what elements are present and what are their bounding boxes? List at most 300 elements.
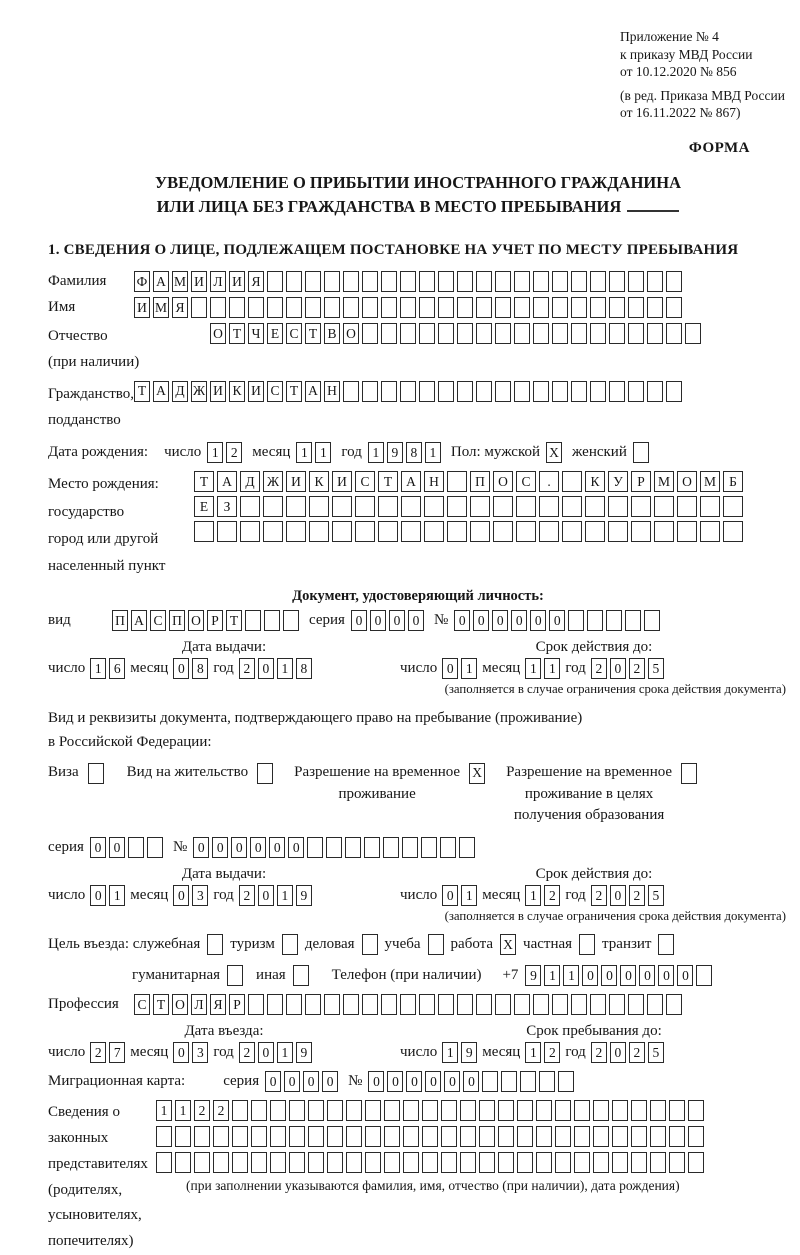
char-cell[interactable] bbox=[88, 763, 104, 784]
char-cell[interactable] bbox=[419, 323, 435, 344]
char-cell[interactable] bbox=[669, 1100, 685, 1121]
char-cell[interactable] bbox=[631, 496, 651, 517]
char-cell[interactable] bbox=[460, 1126, 476, 1147]
char-cell[interactable] bbox=[381, 994, 397, 1015]
surname-input[interactable] bbox=[134, 271, 682, 292]
char-cell[interactable] bbox=[517, 1100, 533, 1121]
char-cell[interactable]: 0 bbox=[288, 837, 304, 858]
char-cell[interactable] bbox=[552, 381, 568, 402]
char-cell[interactable]: 0 bbox=[582, 965, 598, 986]
char-cell[interactable]: Т bbox=[305, 323, 321, 344]
char-cell[interactable] bbox=[400, 381, 416, 402]
char-cell[interactable]: 8 bbox=[192, 658, 208, 679]
char-cell[interactable] bbox=[128, 837, 144, 858]
char-cell[interactable]: А bbox=[305, 381, 321, 402]
char-cell[interactable] bbox=[345, 837, 361, 858]
char-cell[interactable] bbox=[723, 521, 743, 542]
char-cell[interactable] bbox=[400, 323, 416, 344]
char-cell[interactable] bbox=[286, 271, 302, 292]
char-cell[interactable]: 5 bbox=[648, 885, 664, 906]
stay-month-input[interactable] bbox=[525, 1042, 560, 1063]
char-cell[interactable]: В bbox=[324, 323, 340, 344]
char-cell[interactable]: 0 bbox=[322, 1071, 338, 1092]
char-cell[interactable] bbox=[562, 496, 582, 517]
char-cell[interactable] bbox=[493, 521, 513, 542]
char-cell[interactable]: 9 bbox=[296, 885, 312, 906]
char-cell[interactable]: 0 bbox=[442, 885, 458, 906]
char-cell[interactable]: 0 bbox=[511, 610, 527, 631]
char-cell[interactable] bbox=[384, 1100, 400, 1121]
char-cell[interactable] bbox=[495, 994, 511, 1015]
char-cell[interactable] bbox=[355, 521, 375, 542]
doc-issue-day-input[interactable] bbox=[90, 658, 125, 679]
char-cell[interactable]: Я bbox=[248, 271, 264, 292]
char-cell[interactable] bbox=[251, 1126, 267, 1147]
char-cell[interactable] bbox=[362, 271, 378, 292]
char-cell[interactable]: 0 bbox=[265, 1071, 281, 1092]
char-cell[interactable] bbox=[293, 965, 309, 986]
char-cell[interactable]: Б bbox=[723, 471, 743, 492]
char-cell[interactable] bbox=[562, 471, 582, 492]
char-cell[interactable] bbox=[240, 496, 260, 517]
char-cell[interactable]: 9 bbox=[461, 1042, 477, 1063]
char-cell[interactable]: Д bbox=[172, 381, 188, 402]
char-cell[interactable]: 1 bbox=[563, 965, 579, 986]
char-cell[interactable]: О bbox=[172, 994, 188, 1015]
char-cell[interactable] bbox=[585, 496, 605, 517]
char-cell[interactable] bbox=[457, 271, 473, 292]
char-cell[interactable]: 0 bbox=[212, 837, 228, 858]
char-cell[interactable]: 2 bbox=[90, 1042, 106, 1063]
char-cell[interactable] bbox=[482, 1071, 498, 1092]
char-cell[interactable] bbox=[654, 496, 674, 517]
char-cell[interactable] bbox=[514, 994, 530, 1015]
char-cell[interactable] bbox=[267, 994, 283, 1015]
char-cell[interactable] bbox=[289, 1126, 305, 1147]
char-cell[interactable] bbox=[364, 837, 380, 858]
char-cell[interactable] bbox=[685, 323, 701, 344]
char-cell[interactable]: 1 bbox=[296, 442, 312, 463]
char-cell[interactable]: А bbox=[153, 271, 169, 292]
char-cell[interactable] bbox=[647, 323, 663, 344]
char-cell[interactable]: С bbox=[150, 610, 166, 631]
char-cell[interactable] bbox=[232, 1126, 248, 1147]
char-cell[interactable]: 9 bbox=[525, 965, 541, 986]
char-cell[interactable] bbox=[309, 496, 329, 517]
birth-place-line3-input[interactable] bbox=[194, 521, 743, 542]
char-cell[interactable]: 2 bbox=[194, 1100, 210, 1121]
char-cell[interactable] bbox=[628, 297, 644, 318]
char-cell[interactable] bbox=[677, 496, 697, 517]
char-cell[interactable] bbox=[424, 521, 444, 542]
char-cell[interactable]: Ч bbox=[248, 323, 264, 344]
doc-number-input[interactable] bbox=[454, 610, 660, 631]
char-cell[interactable] bbox=[514, 297, 530, 318]
char-cell[interactable] bbox=[263, 496, 283, 517]
char-cell[interactable]: 2 bbox=[544, 885, 560, 906]
char-cell[interactable] bbox=[609, 381, 625, 402]
char-cell[interactable]: 0 bbox=[269, 837, 285, 858]
char-cell[interactable] bbox=[419, 271, 435, 292]
char-cell[interactable] bbox=[650, 1100, 666, 1121]
char-cell[interactable]: Т bbox=[229, 323, 245, 344]
char-cell[interactable]: С bbox=[516, 471, 536, 492]
char-cell[interactable] bbox=[644, 610, 660, 631]
char-cell[interactable]: Ф bbox=[134, 271, 150, 292]
char-cell[interactable]: П bbox=[470, 471, 490, 492]
char-cell[interactable]: Ж bbox=[263, 471, 283, 492]
char-cell[interactable]: П bbox=[112, 610, 128, 631]
char-cell[interactable] bbox=[343, 994, 359, 1015]
char-cell[interactable] bbox=[381, 381, 397, 402]
char-cell[interactable] bbox=[447, 471, 467, 492]
char-cell[interactable] bbox=[516, 496, 536, 517]
char-cell[interactable] bbox=[628, 994, 644, 1015]
purpose-study-checkbox[interactable] bbox=[428, 934, 444, 955]
char-cell[interactable]: Т bbox=[226, 610, 242, 631]
char-cell[interactable] bbox=[438, 297, 454, 318]
char-cell[interactable]: 1 bbox=[525, 658, 541, 679]
char-cell[interactable] bbox=[633, 442, 649, 463]
char-cell[interactable]: 0 bbox=[173, 1042, 189, 1063]
char-cell[interactable] bbox=[438, 381, 454, 402]
char-cell[interactable]: 0 bbox=[549, 610, 565, 631]
char-cell[interactable]: Д bbox=[240, 471, 260, 492]
char-cell[interactable]: 3 bbox=[192, 1042, 208, 1063]
char-cell[interactable]: 0 bbox=[284, 1071, 300, 1092]
char-cell[interactable] bbox=[476, 271, 492, 292]
char-cell[interactable] bbox=[403, 1126, 419, 1147]
char-cell[interactable] bbox=[264, 610, 280, 631]
char-cell[interactable]: 0 bbox=[473, 610, 489, 631]
sex-female-checkbox[interactable] bbox=[633, 442, 649, 463]
stay-year-input[interactable] bbox=[591, 1042, 664, 1063]
char-cell[interactable]: И bbox=[332, 471, 352, 492]
char-cell[interactable]: 2 bbox=[629, 885, 645, 906]
char-cell[interactable]: 2 bbox=[591, 885, 607, 906]
char-cell[interactable]: М bbox=[153, 297, 169, 318]
representatives-line1-input[interactable] bbox=[156, 1100, 704, 1121]
doc-valid-day-input[interactable] bbox=[442, 658, 477, 679]
char-cell[interactable] bbox=[658, 934, 674, 955]
char-cell[interactable] bbox=[419, 381, 435, 402]
char-cell[interactable] bbox=[587, 610, 603, 631]
char-cell[interactable] bbox=[552, 271, 568, 292]
char-cell[interactable] bbox=[700, 496, 720, 517]
char-cell[interactable] bbox=[495, 323, 511, 344]
char-cell[interactable] bbox=[257, 763, 273, 784]
char-cell[interactable] bbox=[476, 994, 492, 1015]
char-cell[interactable] bbox=[229, 297, 245, 318]
char-cell[interactable] bbox=[539, 521, 559, 542]
purpose-private-checkbox[interactable] bbox=[579, 934, 595, 955]
char-cell[interactable] bbox=[533, 297, 549, 318]
char-cell[interactable] bbox=[571, 323, 587, 344]
char-cell[interactable]: Р bbox=[229, 994, 245, 1015]
char-cell[interactable]: 3 bbox=[192, 885, 208, 906]
char-cell[interactable]: Н bbox=[424, 471, 444, 492]
char-cell[interactable]: А bbox=[153, 381, 169, 402]
char-cell[interactable] bbox=[650, 1126, 666, 1147]
char-cell[interactable] bbox=[460, 1100, 476, 1121]
char-cell[interactable] bbox=[286, 994, 302, 1015]
birth-month-input[interactable] bbox=[296, 442, 331, 463]
char-cell[interactable] bbox=[332, 521, 352, 542]
char-cell[interactable]: 0 bbox=[387, 1071, 403, 1092]
char-cell[interactable]: Л bbox=[210, 271, 226, 292]
char-cell[interactable]: 2 bbox=[591, 658, 607, 679]
char-cell[interactable]: 0 bbox=[620, 965, 636, 986]
char-cell[interactable] bbox=[647, 994, 663, 1015]
char-cell[interactable] bbox=[457, 994, 473, 1015]
char-cell[interactable]: X bbox=[500, 934, 516, 955]
char-cell[interactable] bbox=[593, 1126, 609, 1147]
char-cell[interactable] bbox=[476, 297, 492, 318]
char-cell[interactable]: 0 bbox=[258, 658, 274, 679]
purpose-transit-checkbox[interactable] bbox=[658, 934, 674, 955]
entry-month-input[interactable] bbox=[173, 1042, 208, 1063]
char-cell[interactable] bbox=[608, 521, 628, 542]
char-cell[interactable]: 0 bbox=[530, 610, 546, 631]
char-cell[interactable] bbox=[723, 496, 743, 517]
char-cell[interactable]: С bbox=[134, 994, 150, 1015]
char-cell[interactable]: Т bbox=[378, 471, 398, 492]
char-cell[interactable] bbox=[612, 1100, 628, 1121]
char-cell[interactable]: К bbox=[585, 471, 605, 492]
char-cell[interactable]: 1 bbox=[525, 1042, 541, 1063]
char-cell[interactable] bbox=[558, 1071, 574, 1092]
char-cell[interactable] bbox=[210, 297, 226, 318]
char-cell[interactable] bbox=[495, 297, 511, 318]
char-cell[interactable] bbox=[666, 381, 682, 402]
doc-valid-year-input[interactable] bbox=[591, 658, 664, 679]
char-cell[interactable] bbox=[533, 323, 549, 344]
char-cell[interactable]: Т bbox=[134, 381, 150, 402]
char-cell[interactable] bbox=[305, 271, 321, 292]
char-cell[interactable]: 2 bbox=[544, 1042, 560, 1063]
doc-issue-month-input[interactable] bbox=[173, 658, 208, 679]
char-cell[interactable]: 0 bbox=[351, 610, 367, 631]
char-cell[interactable]: 0 bbox=[601, 965, 617, 986]
char-cell[interactable]: 0 bbox=[406, 1071, 422, 1092]
char-cell[interactable]: А bbox=[131, 610, 147, 631]
char-cell[interactable] bbox=[362, 297, 378, 318]
char-cell[interactable] bbox=[307, 837, 323, 858]
char-cell[interactable] bbox=[514, 271, 530, 292]
char-cell[interactable] bbox=[608, 496, 628, 517]
char-cell[interactable]: 0 bbox=[408, 610, 424, 631]
char-cell[interactable] bbox=[324, 297, 340, 318]
char-cell[interactable]: И bbox=[229, 271, 245, 292]
char-cell[interactable] bbox=[147, 837, 163, 858]
char-cell[interactable]: 2 bbox=[213, 1100, 229, 1121]
char-cell[interactable]: 9 bbox=[387, 442, 403, 463]
char-cell[interactable]: П bbox=[169, 610, 185, 631]
char-cell[interactable] bbox=[479, 1100, 495, 1121]
char-cell[interactable]: 0 bbox=[370, 610, 386, 631]
char-cell[interactable] bbox=[441, 1126, 457, 1147]
char-cell[interactable] bbox=[251, 1100, 267, 1121]
char-cell[interactable] bbox=[381, 297, 397, 318]
char-cell[interactable] bbox=[493, 496, 513, 517]
char-cell[interactable] bbox=[552, 323, 568, 344]
char-cell[interactable] bbox=[555, 1100, 571, 1121]
char-cell[interactable]: 0 bbox=[454, 610, 470, 631]
char-cell[interactable] bbox=[378, 521, 398, 542]
char-cell[interactable]: И bbox=[248, 381, 264, 402]
char-cell[interactable]: 0 bbox=[250, 837, 266, 858]
char-cell[interactable] bbox=[240, 521, 260, 542]
char-cell[interactable]: 1 bbox=[544, 658, 560, 679]
residence-valid-day-input[interactable] bbox=[442, 885, 477, 906]
char-cell[interactable] bbox=[700, 521, 720, 542]
char-cell[interactable] bbox=[248, 994, 264, 1015]
char-cell[interactable] bbox=[438, 323, 454, 344]
char-cell[interactable] bbox=[495, 381, 511, 402]
char-cell[interactable] bbox=[666, 271, 682, 292]
char-cell[interactable]: 1 bbox=[315, 442, 331, 463]
char-cell[interactable]: 5 bbox=[648, 1042, 664, 1063]
entry-day-input[interactable] bbox=[90, 1042, 125, 1063]
char-cell[interactable] bbox=[362, 381, 378, 402]
char-cell[interactable]: 2 bbox=[629, 1042, 645, 1063]
birth-day-input[interactable] bbox=[207, 442, 242, 463]
char-cell[interactable] bbox=[355, 496, 375, 517]
char-cell[interactable] bbox=[631, 1100, 647, 1121]
char-cell[interactable]: 0 bbox=[258, 885, 274, 906]
char-cell[interactable] bbox=[555, 1126, 571, 1147]
char-cell[interactable] bbox=[609, 323, 625, 344]
char-cell[interactable] bbox=[324, 994, 340, 1015]
purpose-work-checkbox[interactable] bbox=[500, 934, 516, 955]
char-cell[interactable]: 8 bbox=[406, 442, 422, 463]
char-cell[interactable] bbox=[419, 994, 435, 1015]
char-cell[interactable]: 1 bbox=[156, 1100, 172, 1121]
char-cell[interactable]: 1 bbox=[207, 442, 223, 463]
char-cell[interactable] bbox=[571, 994, 587, 1015]
temp-residence-edu-checkbox[interactable] bbox=[681, 763, 697, 784]
char-cell[interactable]: 0 bbox=[639, 965, 655, 986]
char-cell[interactable] bbox=[217, 521, 237, 542]
char-cell[interactable]: X bbox=[469, 763, 485, 784]
char-cell[interactable]: З bbox=[217, 496, 237, 517]
char-cell[interactable] bbox=[245, 610, 261, 631]
char-cell[interactable] bbox=[207, 934, 223, 955]
char-cell[interactable]: 1 bbox=[544, 965, 560, 986]
char-cell[interactable]: Н bbox=[324, 381, 340, 402]
char-cell[interactable] bbox=[533, 381, 549, 402]
char-cell[interactable]: 0 bbox=[444, 1071, 460, 1092]
char-cell[interactable] bbox=[401, 521, 421, 542]
char-cell[interactable] bbox=[346, 1126, 362, 1147]
char-cell[interactable]: М bbox=[700, 471, 720, 492]
birth-year-input[interactable] bbox=[368, 442, 441, 463]
char-cell[interactable] bbox=[267, 297, 283, 318]
char-cell[interactable]: Я bbox=[172, 297, 188, 318]
char-cell[interactable] bbox=[681, 763, 697, 784]
char-cell[interactable] bbox=[343, 271, 359, 292]
char-cell[interactable] bbox=[270, 1100, 286, 1121]
char-cell[interactable]: 0 bbox=[368, 1071, 384, 1092]
char-cell[interactable] bbox=[232, 1100, 248, 1121]
char-cell[interactable] bbox=[327, 1126, 343, 1147]
char-cell[interactable] bbox=[552, 994, 568, 1015]
char-cell[interactable] bbox=[286, 521, 306, 542]
birth-place-line2-input[interactable] bbox=[194, 496, 743, 517]
char-cell[interactable] bbox=[625, 610, 641, 631]
char-cell[interactable] bbox=[282, 934, 298, 955]
char-cell[interactable]: 1 bbox=[277, 885, 293, 906]
char-cell[interactable] bbox=[628, 323, 644, 344]
char-cell[interactable]: 1 bbox=[277, 658, 293, 679]
char-cell[interactable] bbox=[419, 297, 435, 318]
temp-residence-checkbox[interactable] bbox=[469, 763, 485, 784]
char-cell[interactable]: 0 bbox=[492, 610, 508, 631]
char-cell[interactable] bbox=[609, 271, 625, 292]
char-cell[interactable] bbox=[362, 323, 378, 344]
purpose-humanitarian-checkbox[interactable] bbox=[227, 965, 243, 986]
char-cell[interactable]: 7 bbox=[109, 1042, 125, 1063]
char-cell[interactable] bbox=[571, 297, 587, 318]
char-cell[interactable] bbox=[457, 381, 473, 402]
char-cell[interactable] bbox=[470, 521, 490, 542]
char-cell[interactable]: 0 bbox=[610, 885, 626, 906]
char-cell[interactable]: 2 bbox=[239, 658, 255, 679]
char-cell[interactable] bbox=[568, 610, 584, 631]
char-cell[interactable] bbox=[533, 994, 549, 1015]
char-cell[interactable] bbox=[609, 994, 625, 1015]
char-cell[interactable] bbox=[666, 323, 682, 344]
char-cell[interactable] bbox=[590, 271, 606, 292]
char-cell[interactable] bbox=[175, 1126, 191, 1147]
char-cell[interactable] bbox=[533, 271, 549, 292]
char-cell[interactable] bbox=[156, 1126, 172, 1147]
char-cell[interactable] bbox=[440, 837, 456, 858]
char-cell[interactable] bbox=[308, 1100, 324, 1121]
profession-input[interactable] bbox=[134, 994, 682, 1015]
char-cell[interactable]: А bbox=[401, 471, 421, 492]
char-cell[interactable]: 1 bbox=[442, 1042, 458, 1063]
representatives-line2-input[interactable] bbox=[156, 1126, 704, 1147]
patronymic-input[interactable] bbox=[210, 323, 701, 344]
char-cell[interactable] bbox=[365, 1100, 381, 1121]
char-cell[interactable] bbox=[457, 297, 473, 318]
char-cell[interactable]: 8 bbox=[296, 658, 312, 679]
char-cell[interactable] bbox=[194, 1126, 210, 1147]
char-cell[interactable]: 1 bbox=[525, 885, 541, 906]
char-cell[interactable]: Я bbox=[210, 994, 226, 1015]
char-cell[interactable] bbox=[227, 965, 243, 986]
char-cell[interactable] bbox=[194, 521, 214, 542]
char-cell[interactable] bbox=[381, 271, 397, 292]
char-cell[interactable] bbox=[628, 381, 644, 402]
char-cell[interactable] bbox=[447, 496, 467, 517]
char-cell[interactable]: 1 bbox=[109, 885, 125, 906]
char-cell[interactable] bbox=[422, 1100, 438, 1121]
char-cell[interactable]: 0 bbox=[463, 1071, 479, 1092]
char-cell[interactable]: Т bbox=[153, 994, 169, 1015]
char-cell[interactable]: 2 bbox=[239, 885, 255, 906]
char-cell[interactable]: 1 bbox=[277, 1042, 293, 1063]
residence-issue-year-input[interactable] bbox=[239, 885, 312, 906]
char-cell[interactable] bbox=[631, 1126, 647, 1147]
char-cell[interactable] bbox=[571, 271, 587, 292]
migration-number-input[interactable] bbox=[368, 1071, 574, 1092]
char-cell[interactable] bbox=[677, 521, 697, 542]
char-cell[interactable]: 1 bbox=[461, 885, 477, 906]
doc-series-input[interactable] bbox=[351, 610, 424, 631]
char-cell[interactable] bbox=[495, 271, 511, 292]
